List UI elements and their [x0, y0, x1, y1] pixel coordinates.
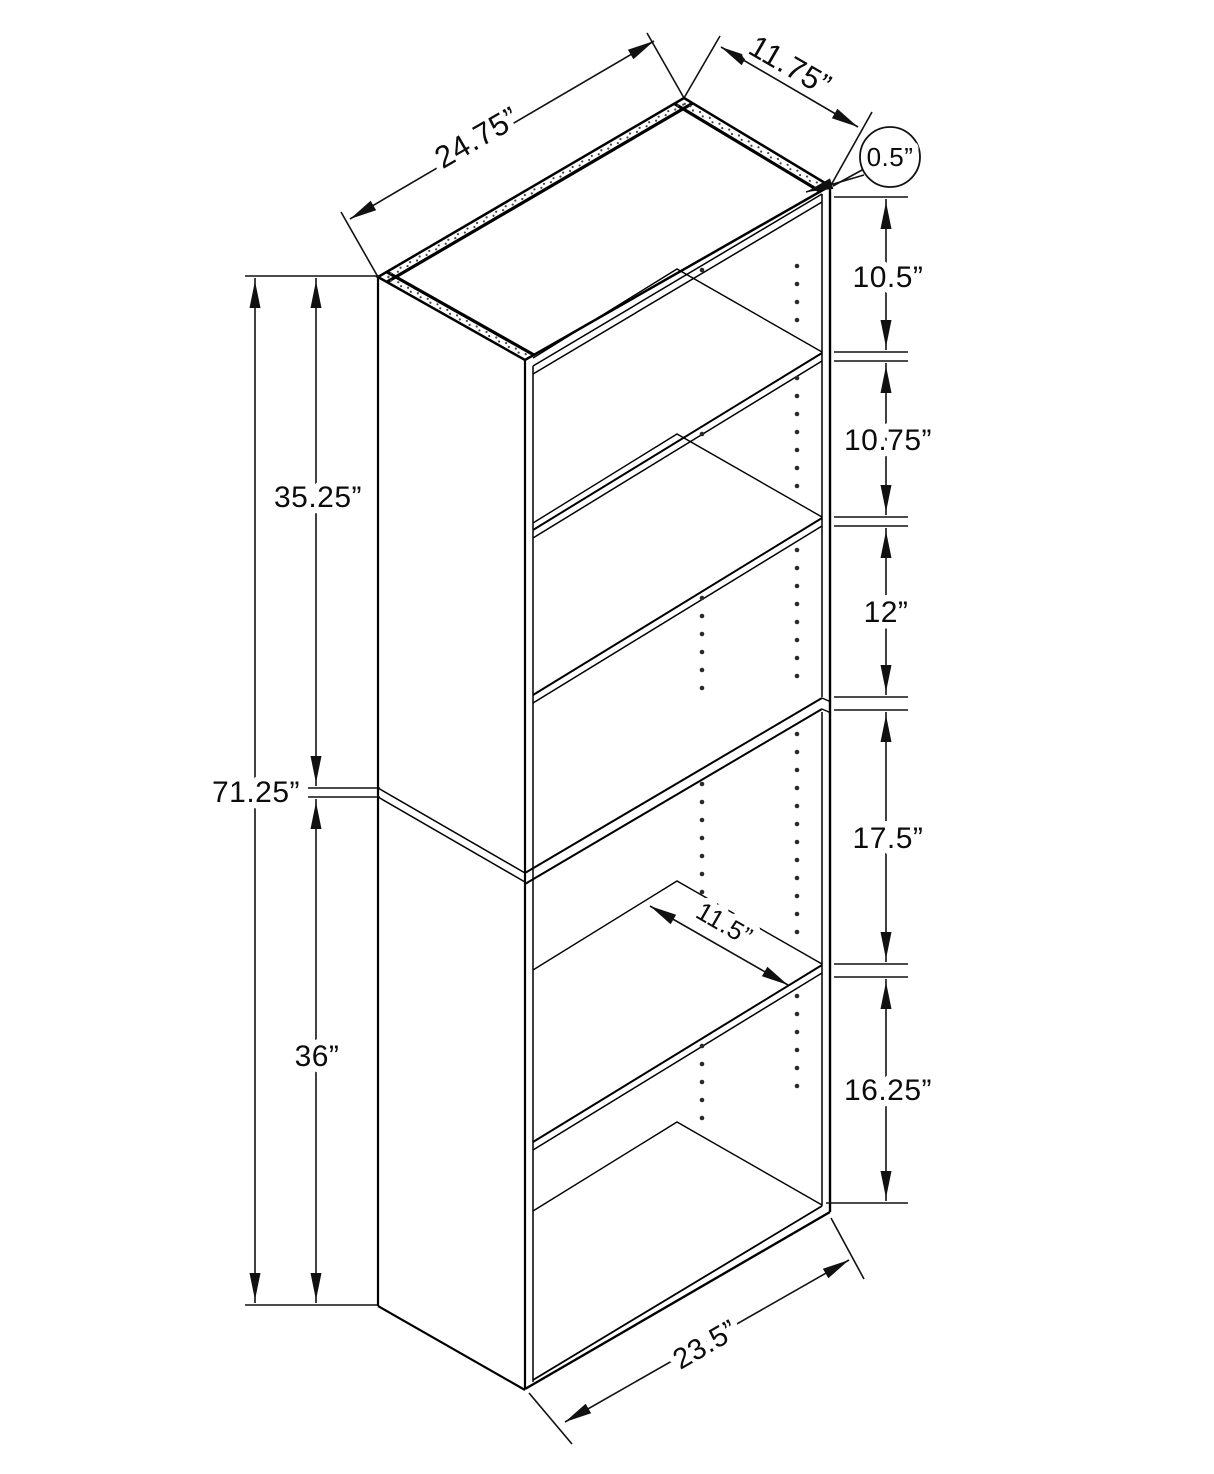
dim-label-opening-5: 16.25”	[843, 1074, 933, 1107]
dim-label-base-width: 23.5”	[667, 1314, 744, 1377]
dim-label-opening-2: 10.75”	[843, 424, 933, 457]
dim-label-opening-1: 10.5”	[852, 261, 924, 294]
drawing-linework	[245, 33, 908, 1444]
dim-label-top-width: 24.75”	[428, 99, 525, 176]
dim-label-top-depth: 11.75”	[743, 28, 838, 103]
dim-label-opening-4: 17.5”	[852, 822, 924, 855]
dim-label-opening-3: 12”	[863, 596, 909, 629]
dim-label-thickness: 0.5”	[866, 142, 914, 172]
dim-label-upper-height: 35.25”	[273, 481, 363, 514]
dim-label-lower-height: 36”	[294, 1040, 340, 1073]
dim-label-total-height: 71.25”	[211, 776, 301, 809]
dim-label-shelf-depth: 11.5”	[691, 895, 758, 952]
